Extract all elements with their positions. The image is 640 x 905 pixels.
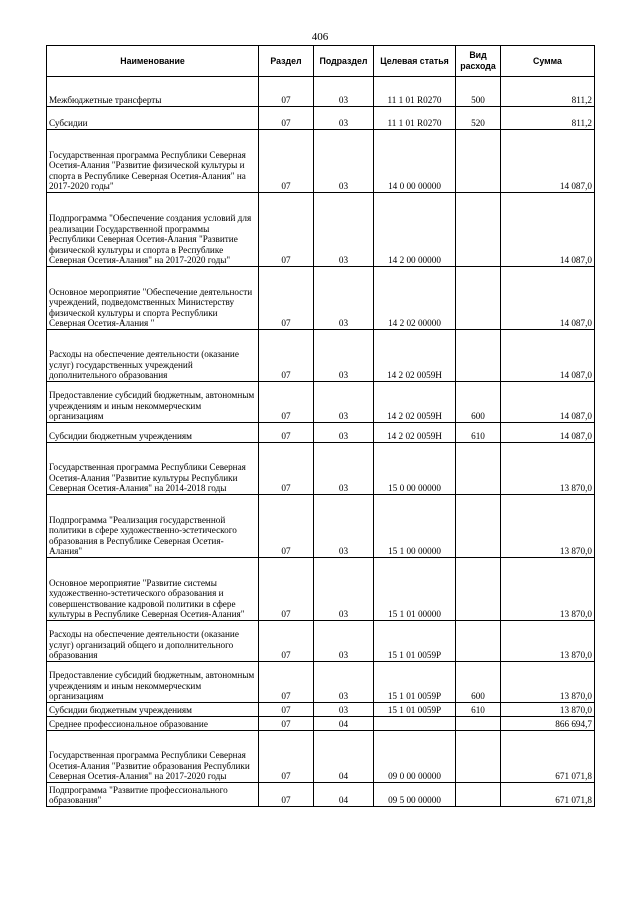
row-section: 07 [259,330,314,382]
row-article: 15 1 01 0059Р [374,621,456,662]
table-header-row [47,46,595,77]
table-row [47,703,595,717]
row-subsection: 03 [314,621,374,662]
row-type: 600 [456,382,501,423]
row-name: Государственная программа Республики Северная Осетия-Алания "Развитие культуры Республики Северная Осетия-Алания" на 2014-2018 годы [47,443,259,495]
row-name: Основное мероприятие "Развитие системы художественно-эстетического образования и совершенствование кадровой политики в сфере культуры в Республике Северная Осетия-Алания" [47,558,259,621]
row-article [374,717,456,731]
table-row [47,783,595,807]
row-subsection: 04 [314,731,374,783]
row-subsection: 03 [314,267,374,330]
row-name: Субсидии бюджетным учреждениям [47,423,259,443]
row-type: 600 [456,662,501,703]
row-subsection: 03 [314,330,374,382]
table-row [47,77,595,107]
row-sum: 671 071,8 [501,731,595,783]
table-row [47,330,595,382]
row-article: 15 0 00 00000 [374,443,456,495]
row-article: 14 2 00 00000 [374,193,456,267]
row-article: 14 0 00 00000 [374,130,456,193]
page-number: 406 [311,31,329,43]
row-section: 07 [259,717,314,731]
row-name: Расходы на обеспечение деятельности (оказание услуг) организаций общего и дополнительного образования [47,621,259,662]
row-name: Предоставление субсидий бюджетным, автономным учреждениям и иным некоммерческим организациям [47,662,259,703]
row-section: 07 [259,703,314,717]
column-header-section: Раздел [259,46,314,77]
row-type [456,731,501,783]
table-row [47,193,595,267]
row-sum: 14 087,0 [501,267,595,330]
row-section: 07 [259,267,314,330]
row-sum: 14 087,0 [501,193,595,267]
row-subsection: 03 [314,662,374,703]
column-header-sum: Сумма [501,46,595,77]
table-row [47,267,595,330]
table-row [47,423,595,443]
budget-table [46,45,595,807]
row-subsection: 03 [314,703,374,717]
row-section: 07 [259,731,314,783]
row-article: 15 1 01 0059Р [374,662,456,703]
row-subsection: 03 [314,495,374,558]
row-article: 09 0 00 00000 [374,731,456,783]
row-section: 07 [259,130,314,193]
row-article: 15 1 00 00000 [374,495,456,558]
row-article: 14 2 02 0059Н [374,423,456,443]
row-subsection: 03 [314,558,374,621]
row-type: 610 [456,423,501,443]
row-section: 07 [259,107,314,130]
row-name: Расходы на обеспечение деятельности (оказание услуг) государственных учреждений дополнительного образования [47,330,259,382]
row-type [456,130,501,193]
row-article: 14 2 02 0059Н [374,382,456,423]
row-subsection: 03 [314,382,374,423]
row-sum: 14 087,0 [501,382,595,423]
row-section: 07 [259,558,314,621]
table-row [47,107,595,130]
row-subsection: 04 [314,717,374,731]
row-type [456,267,501,330]
row-subsection: 04 [314,783,374,807]
row-sum: 671 071,8 [501,783,595,807]
column-header-subsection: Подраздел [314,46,374,77]
row-name: Предоставление субсидий бюджетным, автономным учреждениям и иным некоммерческим организациям [47,382,259,423]
row-name: Межбюджетные трансферты [47,77,259,107]
row-name: Подпрограмма "Обеспечение создания условий для реализации Государственной программы Республики Северная Осетия-Алания "Развитие физической культуры и спорта в Республике Северная Осетия-Алания" на 2017-2020 годы" [47,193,259,267]
table-row [47,662,595,703]
row-sum: 14 087,0 [501,423,595,443]
row-article: 11 1 01 R0270 [374,77,456,107]
row-section: 07 [259,621,314,662]
row-section: 07 [259,783,314,807]
row-section: 07 [259,423,314,443]
row-article: 15 1 01 00000 [374,558,456,621]
column-header-name: Наименование [47,46,259,77]
row-type [456,443,501,495]
row-article: 11 1 01 R0270 [374,107,456,130]
table-row [47,731,595,783]
row-sum: 13 870,0 [501,495,595,558]
column-header-type: Вид расхода [456,46,501,77]
row-sum: 13 870,0 [501,621,595,662]
row-name: Субсидии бюджетным учреждениям [47,703,259,717]
table-row [47,382,595,423]
row-section: 07 [259,443,314,495]
row-subsection: 03 [314,193,374,267]
row-type [456,783,501,807]
row-sum: 811,2 [501,107,595,130]
table-row [47,558,595,621]
row-type [456,717,501,731]
row-name: Основное мероприятие "Обеспечение деятельности учреждений, подведомственных Министерству физической культуры и спорта Республики Северная Осетия-Алания " [47,267,259,330]
row-sum: 13 870,0 [501,703,595,717]
row-type [456,621,501,662]
table-row [47,621,595,662]
row-subsection: 03 [314,107,374,130]
row-section: 07 [259,193,314,267]
row-name: Подпрограмма "Реализация государственной политики в сфере художественно-эстетического образования в Республике Северная Осетия-Алания" [47,495,259,558]
row-sum: 13 870,0 [501,443,595,495]
column-header-article: Целевая статья [374,46,456,77]
row-subsection: 03 [314,443,374,495]
row-subsection: 03 [314,77,374,107]
row-section: 07 [259,495,314,558]
row-type [456,193,501,267]
row-subsection: 03 [314,423,374,443]
row-subsection: 03 [314,130,374,193]
row-name: Среднее профессиональное образование [47,717,259,731]
row-sum: 811,2 [501,77,595,107]
row-type [456,330,501,382]
row-section: 07 [259,662,314,703]
table-row [47,717,595,731]
row-type: 500 [456,77,501,107]
row-name: Субсидии [47,107,259,130]
row-sum: 13 870,0 [501,662,595,703]
row-sum: 866 694,7 [501,717,595,731]
table-row [47,130,595,193]
row-article: 14 2 02 0059Н [374,330,456,382]
row-type [456,558,501,621]
row-type [456,495,501,558]
row-article: 14 2 02 00000 [374,267,456,330]
row-name: Подпрограмма "Развитие профессионального образования" [47,783,259,807]
row-sum: 14 087,0 [501,330,595,382]
row-name: Государственная программа Республики Северная Осетия-Алания "Развитие физической культуры и спорта в Республике Северная Осетия-Алания" на 2017-2020 годы" [47,130,259,193]
row-name: Государственная программа Республики Северная Осетия-Алания "Развитие образования Республики Северная Осетия-Алания" на 2017-2020 годы [47,731,259,783]
table-row [47,495,595,558]
row-section: 07 [259,382,314,423]
row-sum: 13 870,0 [501,558,595,621]
row-article: 15 1 01 0059Р [374,703,456,717]
row-type: 610 [456,703,501,717]
row-section: 07 [259,77,314,107]
row-article: 09 5 00 00000 [374,783,456,807]
row-type: 520 [456,107,501,130]
row-sum: 14 087,0 [501,130,595,193]
table-row [47,443,595,495]
